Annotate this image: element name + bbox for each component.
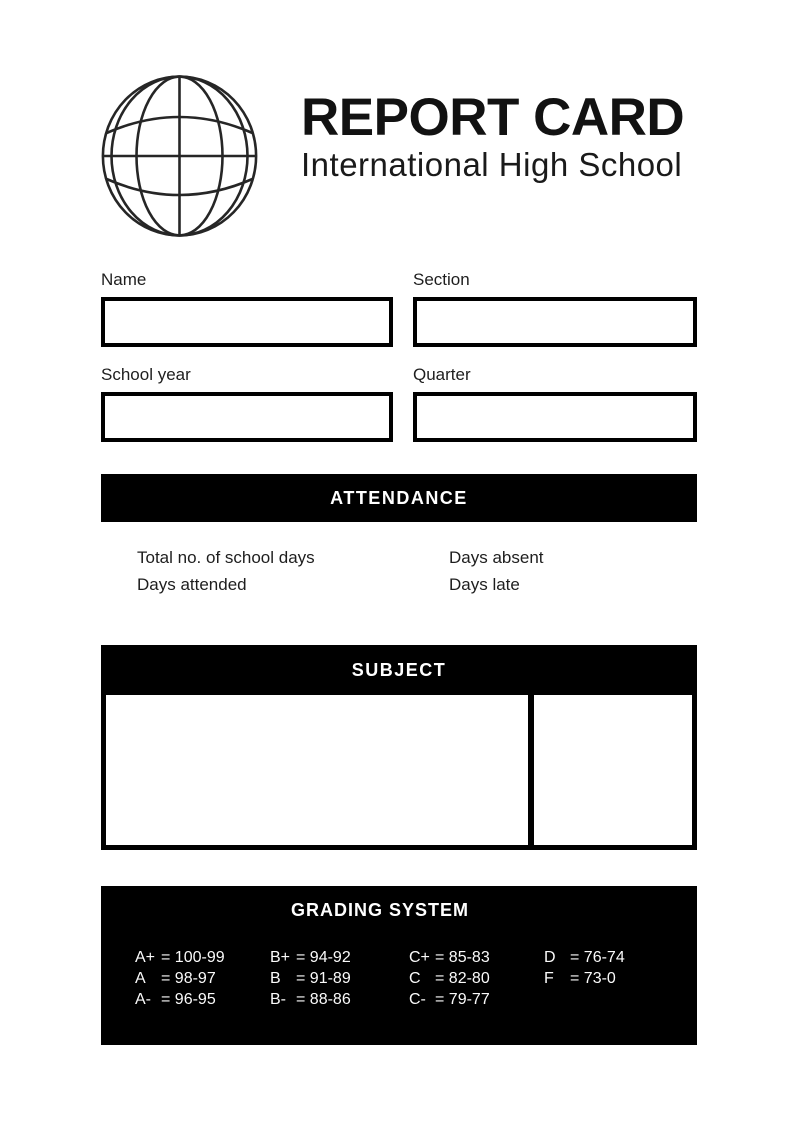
grade-entry xyxy=(409,989,544,1010)
section-field-label: Section xyxy=(413,270,470,289)
section-input[interactable] xyxy=(413,297,697,347)
subject-header xyxy=(101,645,697,695)
grade-entry xyxy=(409,968,544,989)
grade-range: = 73-0 xyxy=(570,970,616,987)
grade-range: = 88-86 xyxy=(296,991,351,1008)
grade-letter: C xyxy=(409,970,421,987)
quarter-field-label: Quarter xyxy=(413,365,471,384)
grade-entry xyxy=(544,947,697,968)
subject-heading: SUBJECT xyxy=(351,659,447,680)
name-input[interactable] xyxy=(101,297,393,347)
days-late-label: Days late xyxy=(449,575,520,594)
header xyxy=(101,75,697,237)
attendance-heading: ATTENDANCE xyxy=(330,487,468,508)
grading-column-a xyxy=(135,947,270,1010)
total-school-days-label: Total no. of school days xyxy=(137,548,315,567)
grade-letter: A+ xyxy=(135,949,156,966)
subject-table xyxy=(101,645,697,850)
title-block xyxy=(301,88,685,183)
attendance-banner xyxy=(101,474,697,522)
grade-letter: F xyxy=(544,970,554,987)
grade-letter: B- xyxy=(270,991,286,1008)
days-absent-label: Days absent xyxy=(449,548,544,567)
grade-entry xyxy=(270,989,409,1010)
grading-columns xyxy=(101,947,697,1010)
subject-table-body xyxy=(101,695,697,850)
report-card-title: REPORT CARD xyxy=(301,88,685,147)
grade-range: = 98-97 xyxy=(161,970,216,987)
grade-range: = 94-92 xyxy=(296,949,351,966)
grade-letter: B+ xyxy=(270,949,291,966)
grade-range: = 76-74 xyxy=(570,949,625,966)
student-info-form xyxy=(101,270,697,442)
grade-letter: A xyxy=(135,970,146,987)
school-name: International High School xyxy=(301,146,683,183)
grade-entry xyxy=(270,947,409,968)
grade-range: = 96-95 xyxy=(161,991,216,1008)
grade-entry xyxy=(270,968,409,989)
name-field xyxy=(101,270,393,347)
grade-range: = 85-83 xyxy=(435,949,490,966)
school-year-field-label: School year xyxy=(101,365,191,384)
attendance-right-column xyxy=(413,544,697,598)
grade-entry xyxy=(135,989,270,1010)
grade-range: = 82-80 xyxy=(435,970,490,987)
attendance-section xyxy=(101,544,697,598)
section-field xyxy=(413,270,697,347)
grading-column-df xyxy=(544,947,697,1010)
name-field-label: Name xyxy=(101,270,147,289)
grade-entry xyxy=(135,947,270,968)
attendance-left-column xyxy=(101,544,393,598)
subject-grades-cell[interactable] xyxy=(534,695,692,845)
grade-range: = 91-89 xyxy=(296,970,351,987)
page-content xyxy=(101,75,697,1045)
grade-letter: D xyxy=(544,949,556,966)
grading-column-b xyxy=(270,947,409,1010)
grade-range: = 100-99 xyxy=(161,949,225,966)
quarter-field xyxy=(413,365,697,442)
grading-system-panel xyxy=(101,886,697,1045)
grade-letter: C- xyxy=(409,991,426,1008)
days-attended-label: Days attended xyxy=(137,575,247,594)
grade-entry xyxy=(135,968,270,989)
grading-system-heading: GRADING SYSTEM xyxy=(290,900,469,920)
school-year-field xyxy=(101,365,393,442)
grade-entry xyxy=(409,947,544,968)
grade-entry xyxy=(544,968,697,989)
grade-range: = 79-77 xyxy=(435,991,490,1008)
grade-letter: B xyxy=(270,970,281,987)
school-year-input[interactable] xyxy=(101,392,393,442)
quarter-input[interactable] xyxy=(413,392,697,442)
grade-letter: A- xyxy=(135,991,151,1008)
grading-column-c xyxy=(409,947,544,1010)
subject-entries-cell[interactable] xyxy=(106,695,528,845)
globe-icon xyxy=(101,75,258,237)
grade-letter: C+ xyxy=(409,949,430,966)
